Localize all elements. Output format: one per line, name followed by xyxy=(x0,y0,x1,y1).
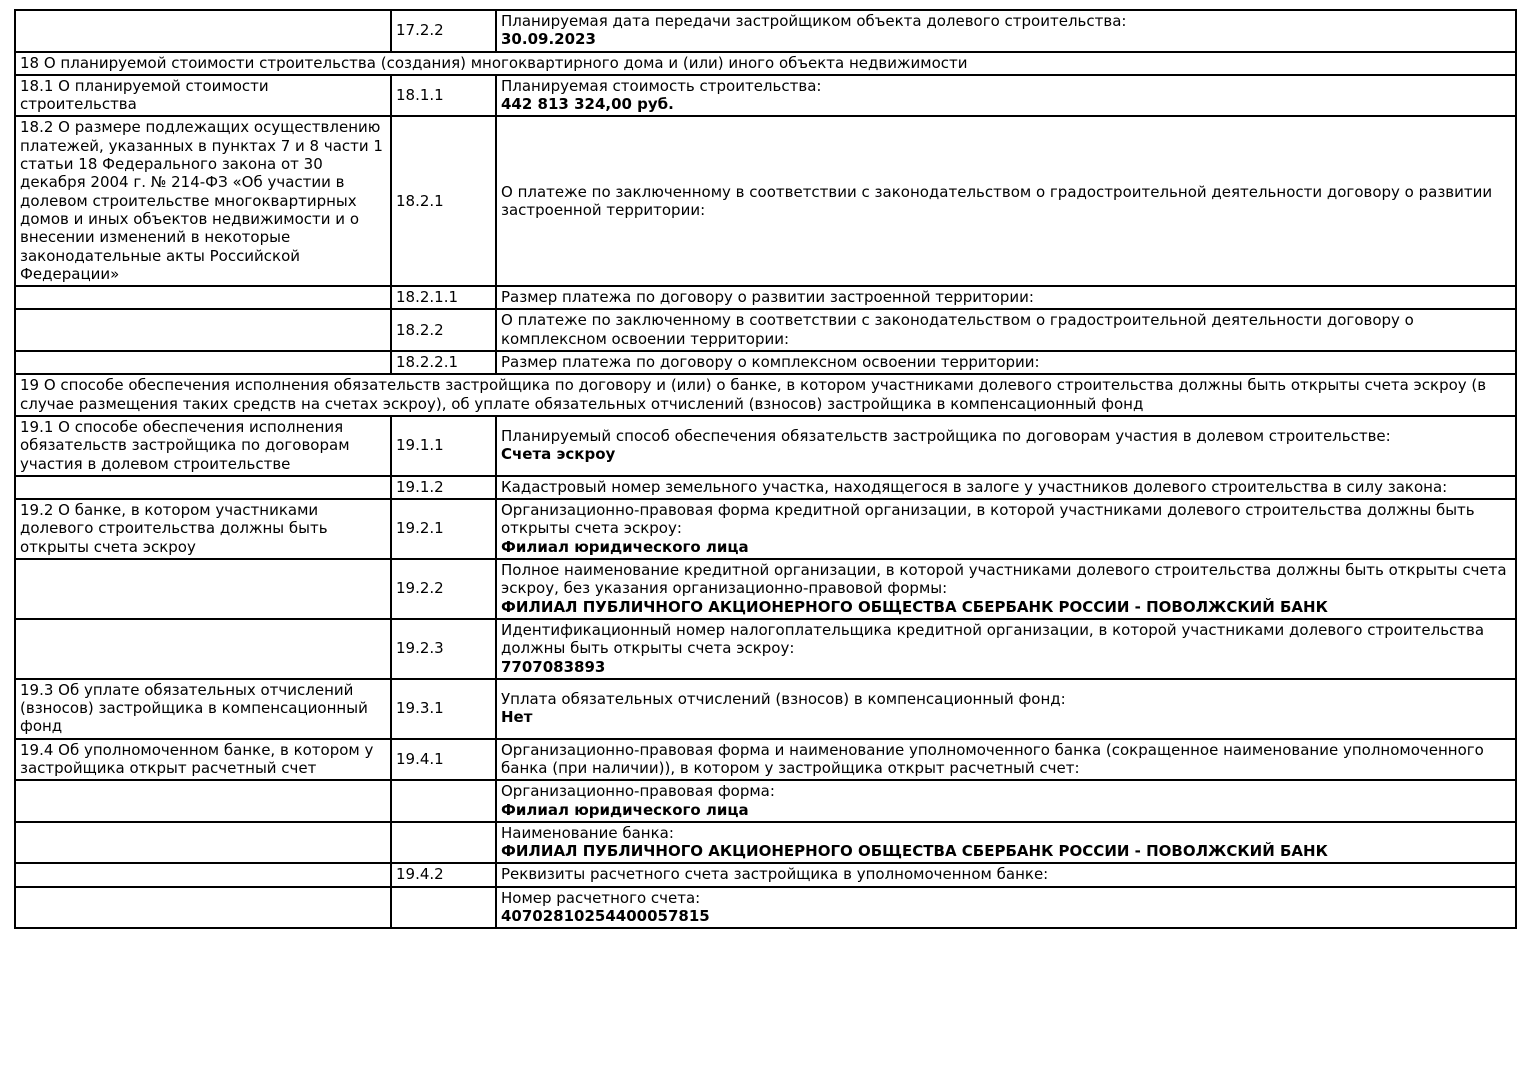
row-label: Идентификационный номер налогоплательщика кредитной организации, в которой участниками долевого строительства должны быть открыты счета эскроу: xyxy=(501,620,1485,658)
section-row xyxy=(15,52,1516,75)
row-number-cell: 19.1.2 xyxy=(391,476,496,499)
row-number-cell xyxy=(391,780,496,822)
row-description-cell: 19.4 Об уполномоченном банке, в котором у застройщика открыт расчетный счет xyxy=(15,739,391,781)
row-description-cell: 19.2 О банке, в котором участниками долевого строительства должны быть открыты счета эскроу xyxy=(15,499,391,559)
row-description-cell xyxy=(15,822,391,864)
row-number-cell: 17.2.2 xyxy=(391,10,496,52)
table-row xyxy=(15,863,1516,886)
row-description-cell xyxy=(15,863,391,886)
row-description-cell xyxy=(15,780,391,822)
row-content-cell xyxy=(496,822,1516,864)
row-description-cell xyxy=(15,619,391,679)
table-body xyxy=(15,10,1516,928)
row-number-cell: 18.2.1.1 xyxy=(391,286,496,309)
row-value: Филиал юридического лица xyxy=(501,800,749,819)
row-description-cell: 18.2 О размере подлежащих осуществлению платежей, указанных в пунктах 7 и 8 части 1 статьи 18 Федерального закона от 30 декабря 2004 г. № 214-ФЗ «Об участии в долевом строительстве многоквартирных домов и иных объектов недвижимости и о внесении изменений в некоторые законодательные акты Российской Федерации» xyxy=(15,116,391,286)
row-number-cell: 18.2.1 xyxy=(391,116,496,286)
table-row xyxy=(15,679,1516,739)
row-description-cell: 18.1 О планируемой стоимости строительства xyxy=(15,75,391,117)
row-label: Кадастровый номер земельного участка, находящегося в залоге у участников долевого строительства в силу закона: xyxy=(501,477,1448,496)
table-row xyxy=(15,286,1516,309)
row-number-cell: 19.2.3 xyxy=(391,619,496,679)
row-value: ФИЛИАЛ ПУБЛИЧНОГО АКЦИОНЕРНОГО ОБЩЕСТВА СБЕРБАНК РОССИИ - ПОВОЛЖСКИЙ БАНК xyxy=(501,597,1328,616)
row-value: 442 813 324,00 руб. xyxy=(501,95,674,114)
section-header: 18 О планируемой стоимости строительства (создания) многоквартирного дома и (или) иного объекта недвижимости xyxy=(15,52,1516,75)
row-content-cell xyxy=(496,619,1516,679)
row-value: 7707083893 xyxy=(501,657,606,676)
row-description-cell xyxy=(15,10,391,52)
row-content-cell xyxy=(496,286,1516,309)
row-content-cell xyxy=(496,476,1516,499)
row-label: Размер платежа по договору о развитии застроенной территории: xyxy=(501,288,1034,307)
row-label: Организационно-правовая форма: xyxy=(501,782,775,801)
table-row xyxy=(15,739,1516,781)
row-content-cell xyxy=(496,679,1516,739)
table-row xyxy=(15,75,1516,117)
row-content-cell xyxy=(496,499,1516,559)
row-label: Уплата обязательных отчислений (взносов) в компенсационный фонд: xyxy=(501,689,1066,708)
row-label: О платеже по заключенному в соответствии с законодательством о градостроительной деятельности договору о развитии застроенной территории: xyxy=(501,182,1493,219)
row-label: О платеже по заключенному в соответствии с законодательством о градостроительной деятельности договору о комплексном освоении территории: xyxy=(501,311,1414,348)
row-value: ФИЛИАЛ ПУБЛИЧНОГО АКЦИОНЕРНОГО ОБЩЕСТВА СБЕРБАНК РОССИИ - ПОВОЛЖСКИЙ БАНК xyxy=(501,842,1328,861)
row-label: Размер платежа по договору о комплексном освоении территории: xyxy=(501,353,1040,372)
row-number-cell: 18.2.2.1 xyxy=(391,351,496,374)
table-row xyxy=(15,351,1516,374)
row-description-cell: 19.3 Об уплате обязательных отчислений (взносов) застройщика в компенсационный фонд xyxy=(15,679,391,739)
row-label: Организационно-правовая форма кредитной организации, в которой участниками долевого строительства должны быть открыты счета эскроу: xyxy=(501,501,1475,538)
declaration-table xyxy=(14,9,1517,929)
table-row xyxy=(15,476,1516,499)
row-label: Наименование банка: xyxy=(501,823,674,842)
row-description-cell xyxy=(15,309,391,351)
row-content-cell xyxy=(496,887,1516,929)
row-description-cell: 19.1 О способе обеспечения исполнения обязательств застройщика по договорам участия в долевом строительстве xyxy=(15,416,391,476)
row-number-cell: 19.3.1 xyxy=(391,679,496,739)
row-content-cell xyxy=(496,863,1516,886)
row-label: Организационно-правовая форма и наименование уполномоченного банка (сокращенное наименование уполномоченного банка (при наличии)), в котором у застройщика открыт расчетный счет: xyxy=(501,740,1484,777)
table-row xyxy=(15,822,1516,864)
row-label: Планируемая дата передачи застройщиком объекта долевого строительства: xyxy=(501,12,1127,30)
row-number-cell: 19.2.1 xyxy=(391,499,496,559)
table-row xyxy=(15,619,1516,679)
row-label: Планируемый способ обеспечения обязательств застройщика по договорам участия в долевом строительстве: xyxy=(501,427,1391,446)
table-row xyxy=(15,309,1516,351)
row-description-cell xyxy=(15,351,391,374)
row-description-cell xyxy=(15,286,391,309)
section-header: 19 О способе обеспечения исполнения обязательств застройщика по договору и (или) о банке, в котором участниками долевого строительства должны быть открыты счета эскроу (в случае размещения таких средств на счетах эскроу), об уплате обязательных отчислений (взносов) застройщика в компенсационный фонд xyxy=(15,374,1516,416)
row-number-cell: 18.1.1 xyxy=(391,75,496,117)
table-row xyxy=(15,10,1516,52)
row-description-cell xyxy=(15,476,391,499)
table-row xyxy=(15,780,1516,822)
row-content-cell xyxy=(496,416,1516,476)
row-value: 30.09.2023 xyxy=(501,30,596,49)
row-number-cell: 19.1.1 xyxy=(391,416,496,476)
row-value: Нет xyxy=(501,708,533,727)
row-description-cell xyxy=(15,887,391,929)
row-content-cell xyxy=(496,780,1516,822)
row-content-cell xyxy=(496,739,1516,781)
section-row xyxy=(15,374,1516,416)
row-number-cell: 18.2.2 xyxy=(391,309,496,351)
row-content-cell xyxy=(496,10,1516,52)
table-row xyxy=(15,887,1516,929)
row-number-cell xyxy=(391,822,496,864)
row-content-cell xyxy=(496,309,1516,351)
row-value: Филиал юридического лица xyxy=(501,537,749,556)
row-content-cell xyxy=(496,116,1516,286)
row-description-cell xyxy=(15,559,391,619)
row-label: Планируемая стоимость строительства: xyxy=(501,76,822,95)
row-number-cell xyxy=(391,887,496,929)
row-label: Полное наименование кредитной организации, в которой участниками долевого строительства должны быть открыты счета эскроу, без указания организационно-правовой формы: xyxy=(501,561,1507,598)
row-number-cell: 19.4.2 xyxy=(391,863,496,886)
row-value: 40702810254400057815 xyxy=(501,907,710,926)
row-number-cell: 19.2.2 xyxy=(391,559,496,619)
table-row xyxy=(15,416,1516,476)
row-content-cell xyxy=(496,75,1516,117)
row-label: Реквизиты расчетного счета застройщика в уполномоченном банке: xyxy=(501,865,1049,884)
table-row xyxy=(15,499,1516,559)
row-value: Счета эскроу xyxy=(501,445,616,464)
row-label: Номер расчетного счета: xyxy=(501,888,701,907)
row-content-cell xyxy=(496,559,1516,619)
table-row xyxy=(15,559,1516,619)
row-content-cell xyxy=(496,351,1516,374)
row-number-cell: 19.4.1 xyxy=(391,739,496,781)
table-row xyxy=(15,116,1516,286)
